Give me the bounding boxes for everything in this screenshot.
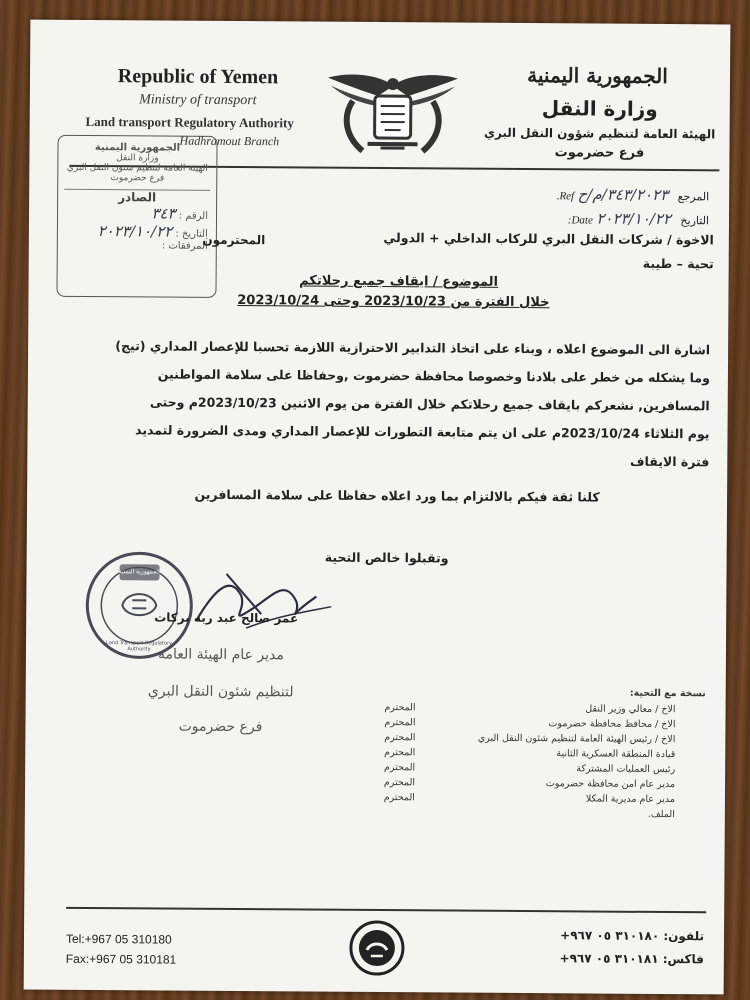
cc-item-title: المحترم [383,762,416,774]
footer-fax-ar: فاكس: ٣١٠١٨١ ٠٥ ٩٦٧+ [559,951,704,967]
stamp-line-branch: فرع حضرموت [110,173,165,184]
date-label-en: Date: [567,214,593,227]
seal-top-text: الجمهورية اليمنية [118,568,161,576]
authority-logo-icon [349,920,405,976]
reference-row [499,185,709,204]
body-line: فترة الايقاف [629,453,710,470]
cc-list [345,702,676,824]
official-round-seal [84,550,195,661]
body-line: وما يشكله من خطر على بلادنا وخصوصا محافظة حضرموت ,وحفاظا على سلامة المواطنين [157,366,710,386]
body-line: يوم الثلاثاء 2023/10/24م على ان يتم متابعة التطورات للإعصار المداري ومدى الضرورة لتمديد [135,422,710,442]
cc-item-to: رئيس العمليات المشتركة [576,763,676,776]
cc-item-title: المحترم [383,777,416,789]
date-value: ٢٠٢٣/١٠/٢٢ [596,209,672,229]
cc-item-to: الاخ / رئيس الهيئة العامة لتنظيم شئون النقل البري [477,732,676,746]
body-line: اشارة الى الموضوع اعلاه ، وبناء على اتخاذ التدابير الاحترازية اللازمة تحسبا للإعصار المداري (تيج) [115,338,711,358]
stamp-number-value: ٣٤٣ [151,204,176,223]
header-ar-ministry: وزارة النقل [541,96,658,121]
handwritten-signature [186,566,336,637]
header-ar-authority: الهيئة العامة لتنظيم شؤون النقل البري [483,125,716,142]
cc-item-to: مدير عام مديرية المكلا [585,793,676,806]
header-en-country: Republic of Yemen [117,65,279,89]
cc-item-to: الاخ / معالي وزير النقل [585,703,676,716]
cc-item-title: المحترم [384,747,416,759]
cc-item-title: المحترم [384,732,416,744]
cc-item-to: الملف. [647,808,675,821]
date-label-ar: التاريخ [680,214,710,228]
stamp-line-ministry: وزارة النقل [116,153,159,164]
cc-item-to: قيادة المنطقة العسكرية الثانية [556,748,676,761]
recipient-title: المحترمون [202,232,266,248]
signatory-name: عمر صالح عبد ربه بركات [154,610,299,626]
stamp-number-label: الرقم : [178,210,209,222]
signatory-title-1: مدير عام الهيئة العامة [157,646,284,664]
cc-heading: نسخة مع التحية: [629,687,706,700]
ref-label-ar: المرجع [677,190,710,204]
footer-divider [66,907,706,913]
stamp-line-country: الجمهورية اليمنية [94,142,181,154]
header-en-authority: Land transport Regulatory Authority [85,113,294,131]
cc-item-title: المحترم [384,717,416,729]
stamp-date-value: ٢٠٢٣/١٠/٢٢ [97,222,173,241]
stamp-attachments-label: المرفقات : [161,240,208,252]
letter-body [79,332,710,476]
header-en-branch: Hadhramout Branch [179,133,280,149]
stamp-date-label: التاريخ : [175,228,208,240]
ref-label-en: Ref. [556,190,575,203]
greeting: تحية – طيبة [642,255,714,272]
footer-fax-en: Fax:+967 05 310181 [65,951,177,967]
letter-page [24,20,731,995]
cc-item-to: مدير عام امن محافظة حضرموت [545,778,676,791]
subject-line: الموضوع / ايقاف جميع رحلاتكم [299,273,499,290]
cc-item-to: الاخ / محافظ محافظة حضرموت [548,718,676,731]
yemen-emblem-icon [322,66,463,167]
cc-item [345,807,675,824]
stamp-line-authority: الهيئة العامة لتنظيم شئون النقل البري [66,162,208,174]
closing-line: وتقبلوا خالص التحية [324,549,449,566]
footer-tel-en: Tel:+967 05 310180 [65,931,172,947]
ref-value: ٣٤٣/٢٠٢٣/م/ح [577,185,669,205]
date-row [499,209,709,228]
footer-tel-ar: تلفون: ٣١٠١٨٠ ٠٥ ٩٦٧+ [560,928,705,944]
header-ar-branch: فرع حضرموت [554,145,645,161]
trust-line: كلنا ثقة فيكم بالالتزام بما ورد اعلاه حفاظا على سلامة المسافرين [194,486,600,505]
signatory-title-3: فرع حضرموت [178,718,263,736]
recipient-line: الاخوة / شركات النقل البري للركاب الداخلي + الدولي [383,230,714,248]
subject-period: خلال الفترة من 2023/10/23 وحتى 2023/10/24 [237,293,550,311]
header-en-ministry: Ministry of transport [139,92,257,109]
header-ar-country: الجمهورية اليمنية [527,63,668,89]
outgoing-stamp-box [56,135,217,298]
cc-item-title: المحترم [384,702,416,714]
cc-item-title [345,807,415,822]
cc-item-title: المحترم [383,792,416,804]
body-line: المسافرين, نشعركم بايقاف جميع رحلاتكم خلال الفترة من يوم الاثنين 2023/10/23م وحتى [149,394,710,414]
seal-bottom-text: Land Transport Regulatory Authority [106,640,173,653]
signatory-title-2: لتنظيم شئون النقل البري [147,683,294,701]
stamp-outgoing-label: الصادر [118,190,157,205]
